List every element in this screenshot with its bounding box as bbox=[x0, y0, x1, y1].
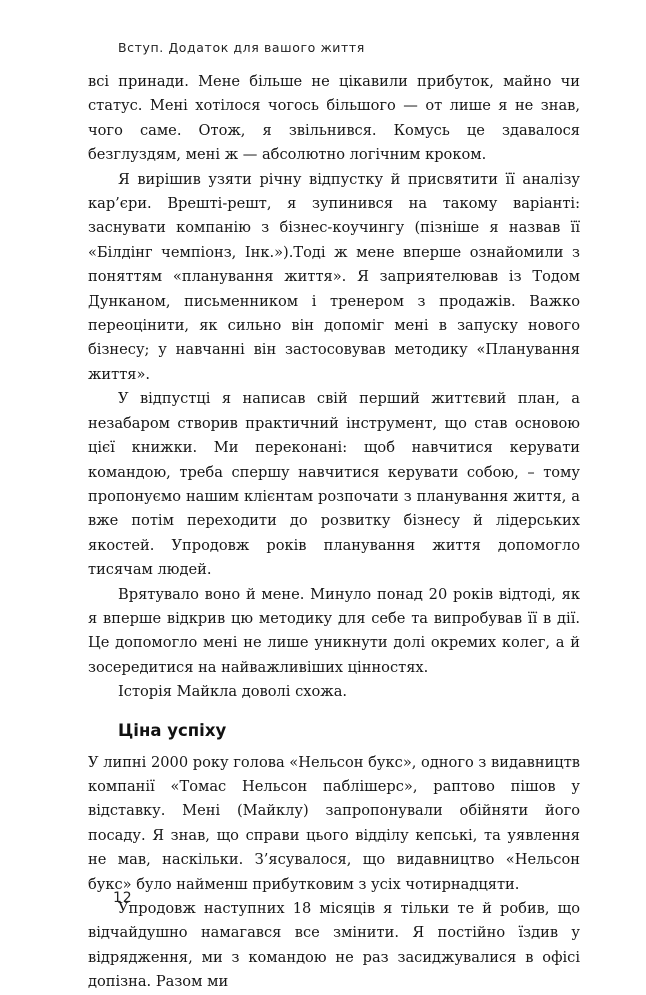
section-heading: Ціна успіху bbox=[118, 720, 227, 740]
paragraph: всі принади. Мене більше не цікавили прибуток, майно чи статус. Мені хотілося чогось більшого — от лише я не знав, чого саме. Отож, я звільнився. Комусь це здавалося безглуздям, мені ж — абсолютно логічним кроком. bbox=[88, 73, 580, 164]
paragraph: Врятувало воно й мене. Минуло понад 20 років відтоді, як я вперше відкрив цю методику для себе та випробував її в дії. Це допомогло мені не лише уникнути долі окремих колег, а й зосередитися на найважливіших цінностях. bbox=[88, 585, 580, 676]
running-header: Вступ. Додаток для вашого життя bbox=[118, 40, 365, 55]
body-text bbox=[88, 70, 580, 995]
paragraph: Я вирішив узяти річну відпустку й присвятити її аналізу кар’єри. Врешті-решт, я зупинився на такому варіанті: заснувати компанію з бізнес-коучингу (пізніше я назвав її «Білдінг чемпіонз, Інк.»).Тоді ж мене вперше ознайомили з поняттям «планування життя». Я заприятелював із Тодом Дунканом, письменником і тренером з продажів. Важко переоцінити, як сильно він допоміг мені в запуску нового бізнесу; у навчанні він застосовував методику «Планування життя». bbox=[88, 170, 580, 383]
paragraph: Упродовж наступних 18 місяців я тільки те й робив, що відчайдушно намагався все змінити. Я постійно їздив у відрядження, ми з командою не раз засиджувалися в офісі допізна. Разом ми bbox=[88, 900, 580, 991]
paragraph: Історія Майкла доволі схожа. bbox=[118, 683, 348, 701]
page-number: 12 bbox=[113, 890, 133, 906]
paragraph: У відпустці я написав свій перший життєвий план, а незабаром створив практичний інструмент, що став основою цієї книжки. Ми переконані: щоб навчитися керувати командою, треба спершу навчитися керувати собою, – тому пропонуємо нашим клієнтам розпочати з планування життя, а вже потім переходити до розвитку бізнесу й лідерських якостей. Упродовж років планування життя допомогло тисячам людей. bbox=[88, 390, 580, 579]
paragraph: У липні 2000 року голова «Нельсон букс», одного з видавництв компанії «Томас Нельсон паблішерс», раптово пішов у відставку. Мені (Майклу) запропонували обійняти його посаду. Я знав, що справи цього відділу кепські, та уявлення не мав, наскільки. З’ясувалося, що видавництво «Нельсон букс» було найменш прибутковим з усіх чотирнадцяти. bbox=[88, 753, 580, 893]
